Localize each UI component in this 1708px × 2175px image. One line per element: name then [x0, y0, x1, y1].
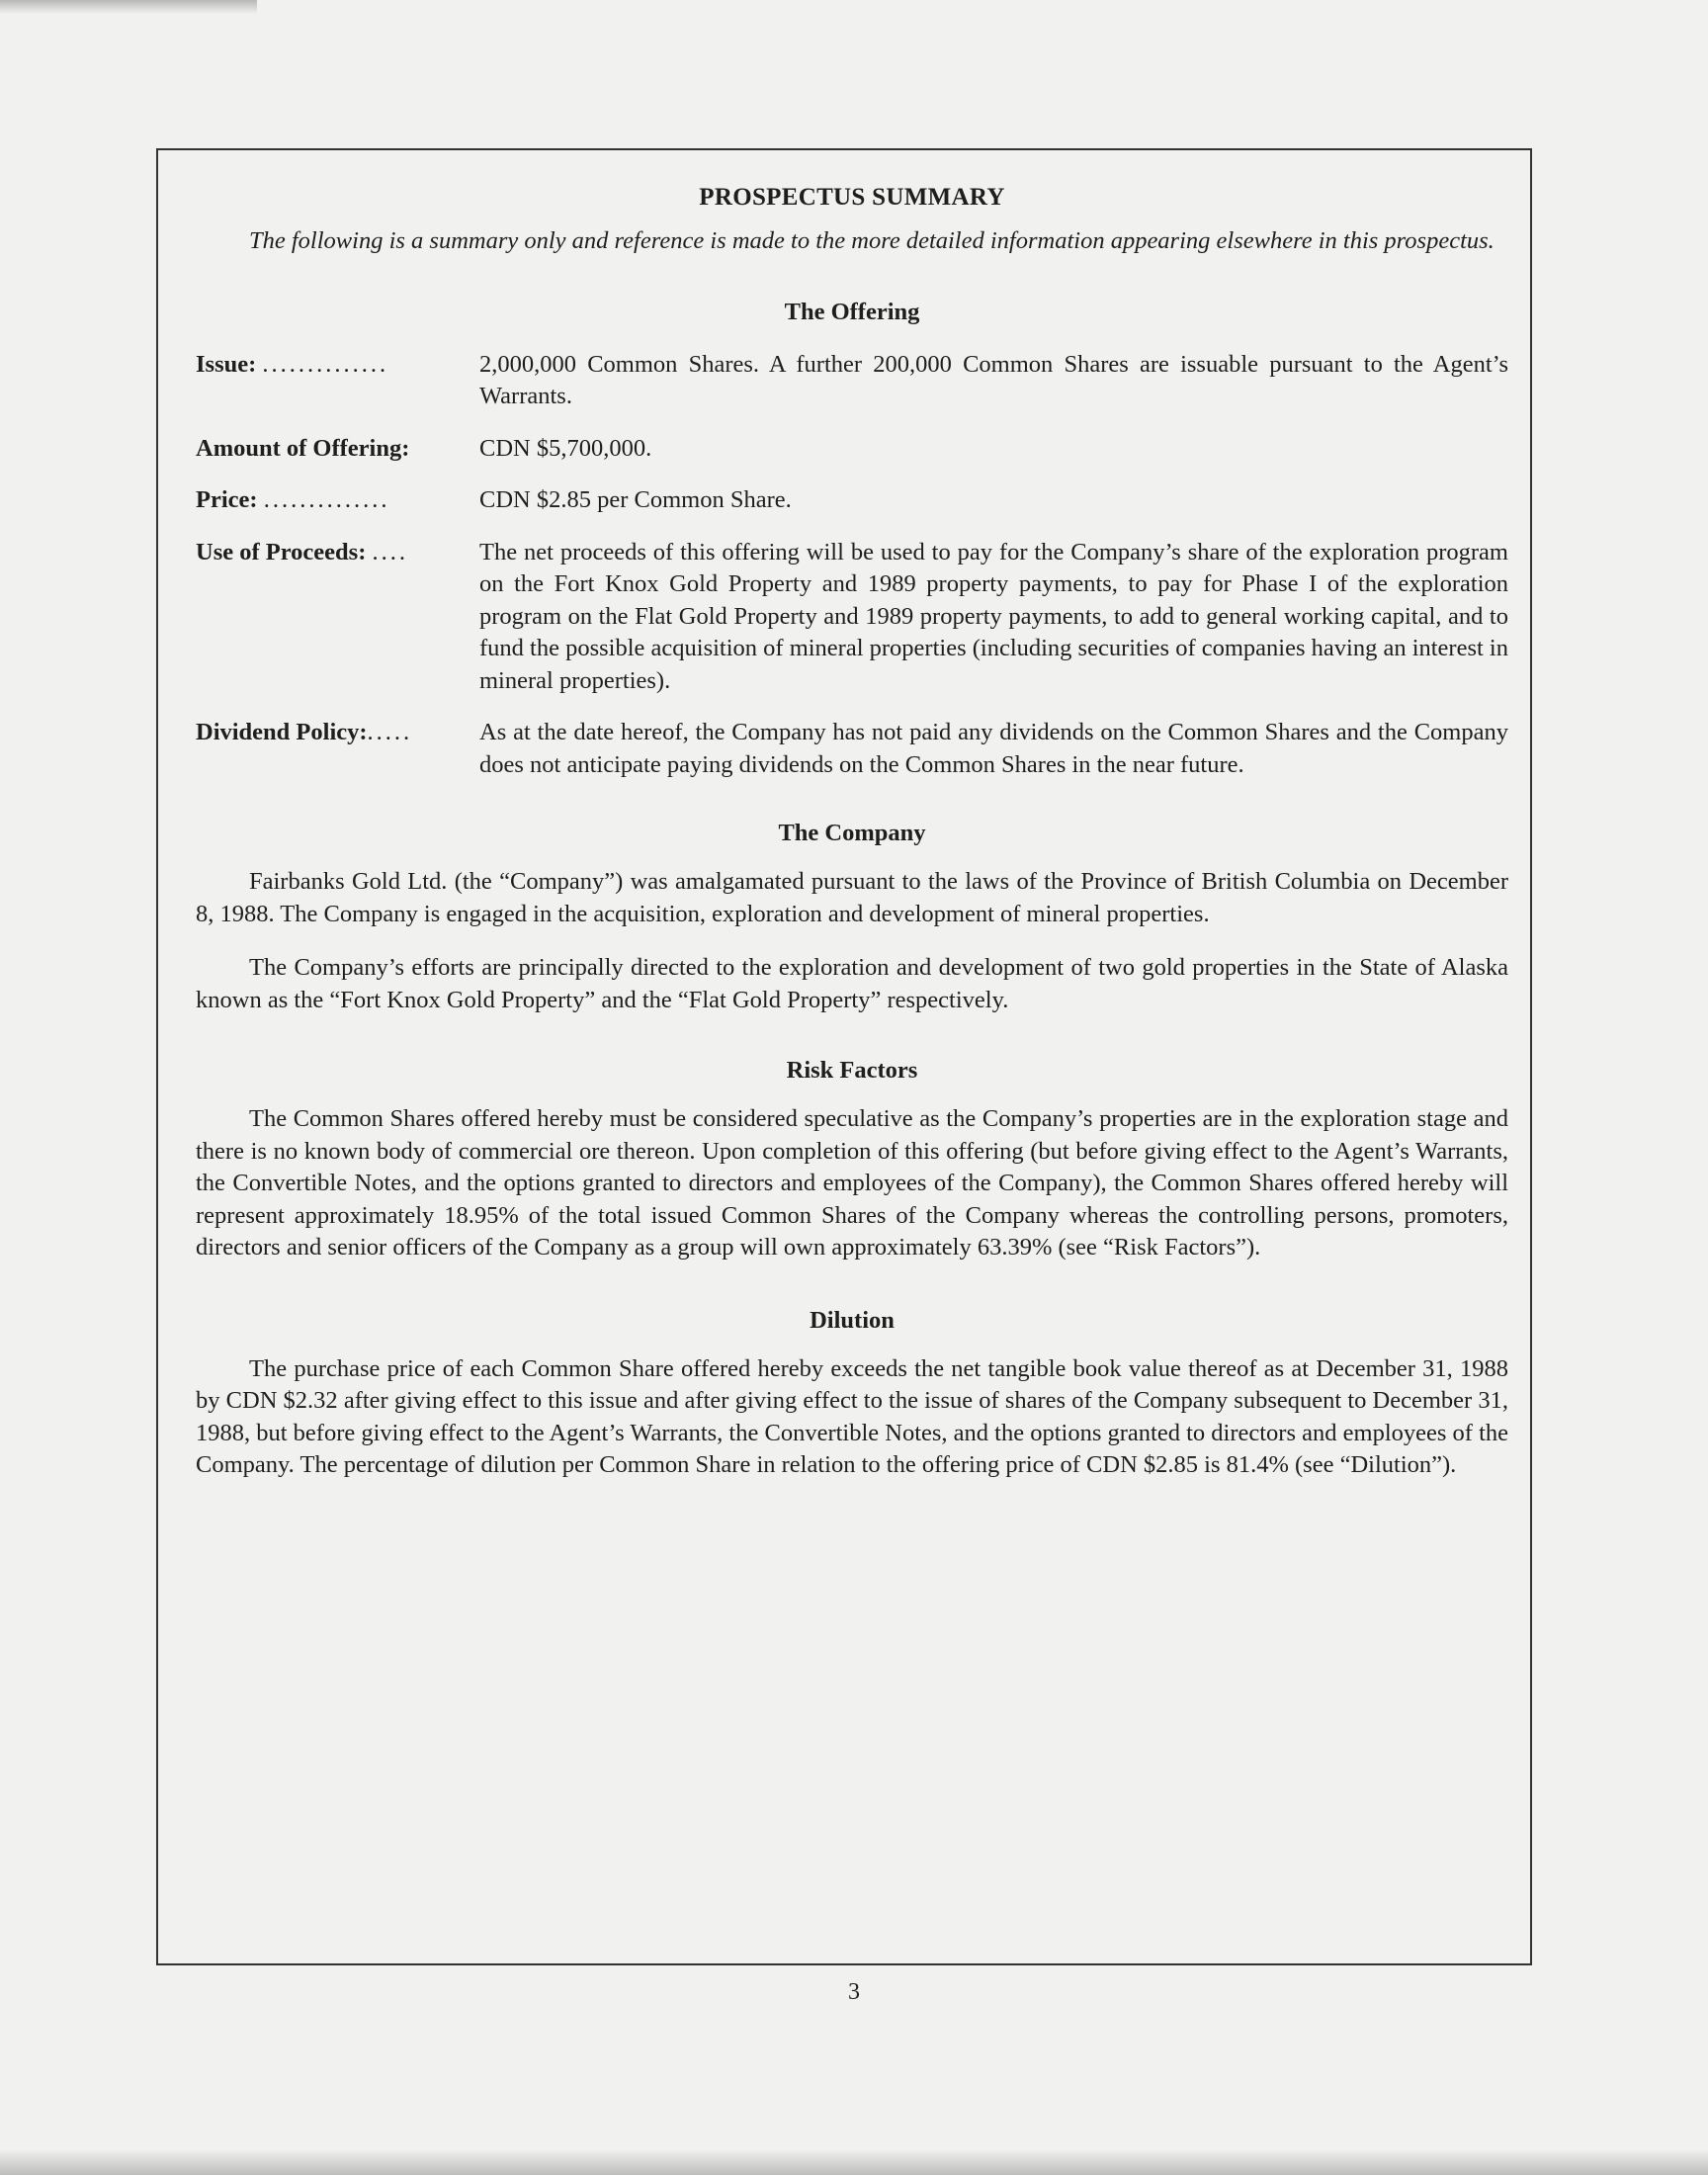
company-heading: The Company [778, 820, 926, 846]
risk-heading: Risk Factors [786, 1057, 918, 1084]
offering-row-issue [196, 349, 1508, 413]
definition-dividend: As at the date hereof, the Company has not paid any dividends on the Common Shares and the Company does not anticipate paying dividends on the Common Shares in the near future. [479, 719, 1508, 778]
company-paragraph: The Company’s efforts are principally directed to the exploration and development of two gold properties in the State of Alaska known as the “Fort Knox Gold Property” and the “Flat Gold Property” respectively. [196, 954, 1508, 1013]
leader-dots: .... [372, 538, 408, 566]
page-title: PROSPECTUS SUMMARY [699, 184, 1005, 211]
scan-edge-shadow-top [0, 0, 257, 14]
offering-row-dividend [196, 717, 1508, 781]
page-number: 3 [848, 1979, 860, 2005]
leader-dots: .............. [262, 350, 389, 378]
definition-price: CDN $2.85 per Common Share. [479, 486, 792, 513]
leader-dots: ..... [367, 719, 413, 745]
term-issue: Issue: [196, 350, 257, 378]
risk-paragraph: The Common Shares offered hereby must be considered speculative as the Company’s properties are in the exploration stage and there is no known body of commercial ore thereon. Upon completion of this offering (but before giving effect to the Agent’s Warrants, the Convertible Notes, and the options granted to directors and employees of the Company), the Common Shares offered hereby will represent approximately 18.95% of the total issued Common Shares of the Company whereas the controlling persons, promoters, directors and senior officers of the Company as a group will own approximately 63.39% (see “Risk Factors”). [196, 1105, 1508, 1261]
definition-amount: CDN $5,700,000. [479, 434, 652, 462]
offering-row-proceeds [196, 537, 1508, 698]
company-paragraph: Fairbanks Gold Ltd. (the “Company”) was amalgamated pursuant to the laws of the Province of British Columbia on December 8, 1988. The Company is engaged in the acquisition, exploration and development of mineral properties. [196, 868, 1508, 927]
offering-row-price [196, 484, 1508, 517]
term-dividend: Dividend Policy: [196, 719, 368, 745]
term-proceeds: Use of Proceeds: [196, 538, 367, 566]
term-amount: Amount of Offering: [196, 434, 410, 462]
summary-content [196, 180, 1508, 1482]
scan-edge-shadow-bottom [0, 2149, 1708, 2175]
summary-box [156, 148, 1532, 1965]
offering-heading: The Offering [784, 298, 920, 325]
term-price: Price: [196, 486, 258, 513]
dilution-heading: Dilution [810, 1306, 895, 1334]
dilution-paragraph: The purchase price of each Common Share offered hereby exceeds the net tangible book value thereof as at December 31, 1988 by CDN $2.32 after giving effect to this issue and after giving effect to the issue of shares of the Company subsequent to December 31, 1988, but before giving effect to the Agent’s Warrants, the Convertible Notes, and the options granted to directors and employees of the Company. The percentage of dilution per Common Share in relation to the offering price of CDN $2.85 is 81.4% (see “Dilution”). [196, 1354, 1508, 1478]
leader-dots: .............. [263, 486, 390, 513]
definition-proceeds: The net proceeds of this offering will be used to pay for the Company’s share of the exploration program on the Fort Knox Gold Property and 1989 property payments, to pay for Phase I of the exploration program on the Flat Gold Property and 1989 property payments, to add to general working capital, and to fund the possible acquisition of mineral properties (including securities of companies having an interest in mineral properties). [479, 538, 1508, 694]
definition-issue: 2,000,000 Common Shares. A further 200,000 Common Shares are issuable pursuant to the Agent’s Warrants. [479, 350, 1508, 409]
offering-row-amount [196, 433, 1508, 466]
intro-note: The following is a summary only and reference is made to the more detailed information appearing elsewhere in this prospectus. [249, 227, 1494, 254]
offering-table [196, 349, 1508, 782]
